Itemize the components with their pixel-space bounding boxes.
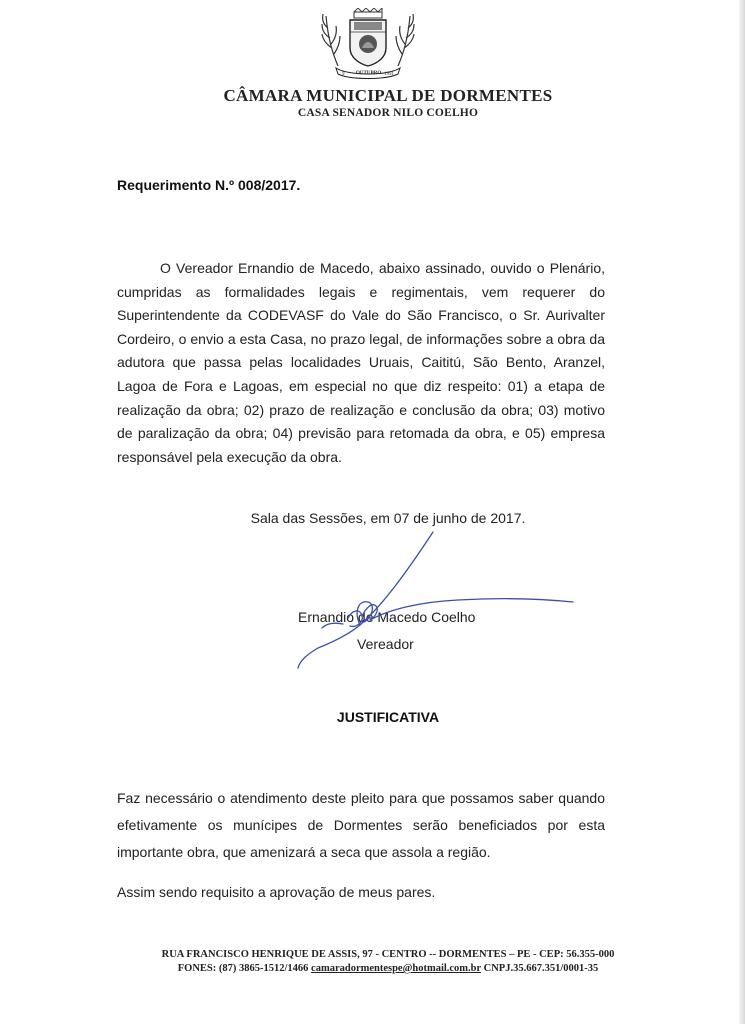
handwritten-signature	[288, 530, 578, 675]
seal-day-text: 9	[342, 72, 345, 77]
signer-role: Vereador	[357, 636, 414, 652]
municipal-coat-of-arms-logo	[318, 8, 418, 80]
signer-name: Ernandio de Macedo Coelho	[298, 609, 476, 625]
justificativa-paragraph: Faz necessário o atendimento deste pleito para que possamos saber quando efetivamente os munícipes de Dormentes serão beneficiados por esta importante obra, que amenizará a seca que assola a região.	[117, 790, 605, 860]
seal-year-text: 1991	[384, 72, 394, 77]
footer-email-link[interactable]: camaradormentespe@hotmail.com.br	[311, 963, 481, 974]
requerimento-title: Requerimento N.º 008/2017.	[117, 177, 301, 193]
closing-sentence: Assim sendo requisito a aprovação de meus pares.	[117, 884, 436, 900]
justificativa-body	[117, 785, 605, 866]
chamber-subtitle: CASA SENADOR NILO COELHO	[297, 107, 479, 119]
footer-address: RUA FRANCISCO HENRIQUE DE ASSIS, 97 - CENTRO -- DORMENTES – PE - CEP: 56.355-000	[161, 949, 615, 960]
footer-contact-line	[0, 962, 745, 976]
footer-phones: FONES: (87) 3865-1512/1466	[177, 963, 309, 974]
seal-ribbon-text: OUTUBRO	[356, 71, 382, 76]
justificativa-title: JUSTIFICATIVA	[336, 709, 440, 725]
request-body	[117, 257, 605, 469]
chamber-title: CÂMARA MUNICIPAL DE DORMENTES	[223, 86, 553, 105]
letterhead-footer	[0, 948, 745, 976]
request-paragraph: O Vereador Ernandio de Macedo, abaixo assinado, ouvido o Plenário, cumpridas as formalidades legais e regimentais, vem requerer do Superintendente da CODEVASF do Vale do São Francisco, o Sr. Aurivalter Cordeiro, o envio a esta Casa, no prazo legal, de informações sobre a obra da adutora que passa pelas localidades Uruais, Caititú, São Bento, Aranzel, Lagoa de Fora e Lagoas, em especial no que diz respeito: 01) a etapa de realização da obra; 02) prazo de realização e conclusão da obra; 03) motivo de paralização da obra; 04) previsão para retomada da obra, e 05) empresa responsável pela execução da obra.	[117, 260, 605, 465]
footer-cnpj: CNPJ.35.667.351/0001-35	[483, 963, 599, 974]
session-date-line: Sala das Sessões, em 07 de junho de 2017.	[250, 510, 526, 526]
